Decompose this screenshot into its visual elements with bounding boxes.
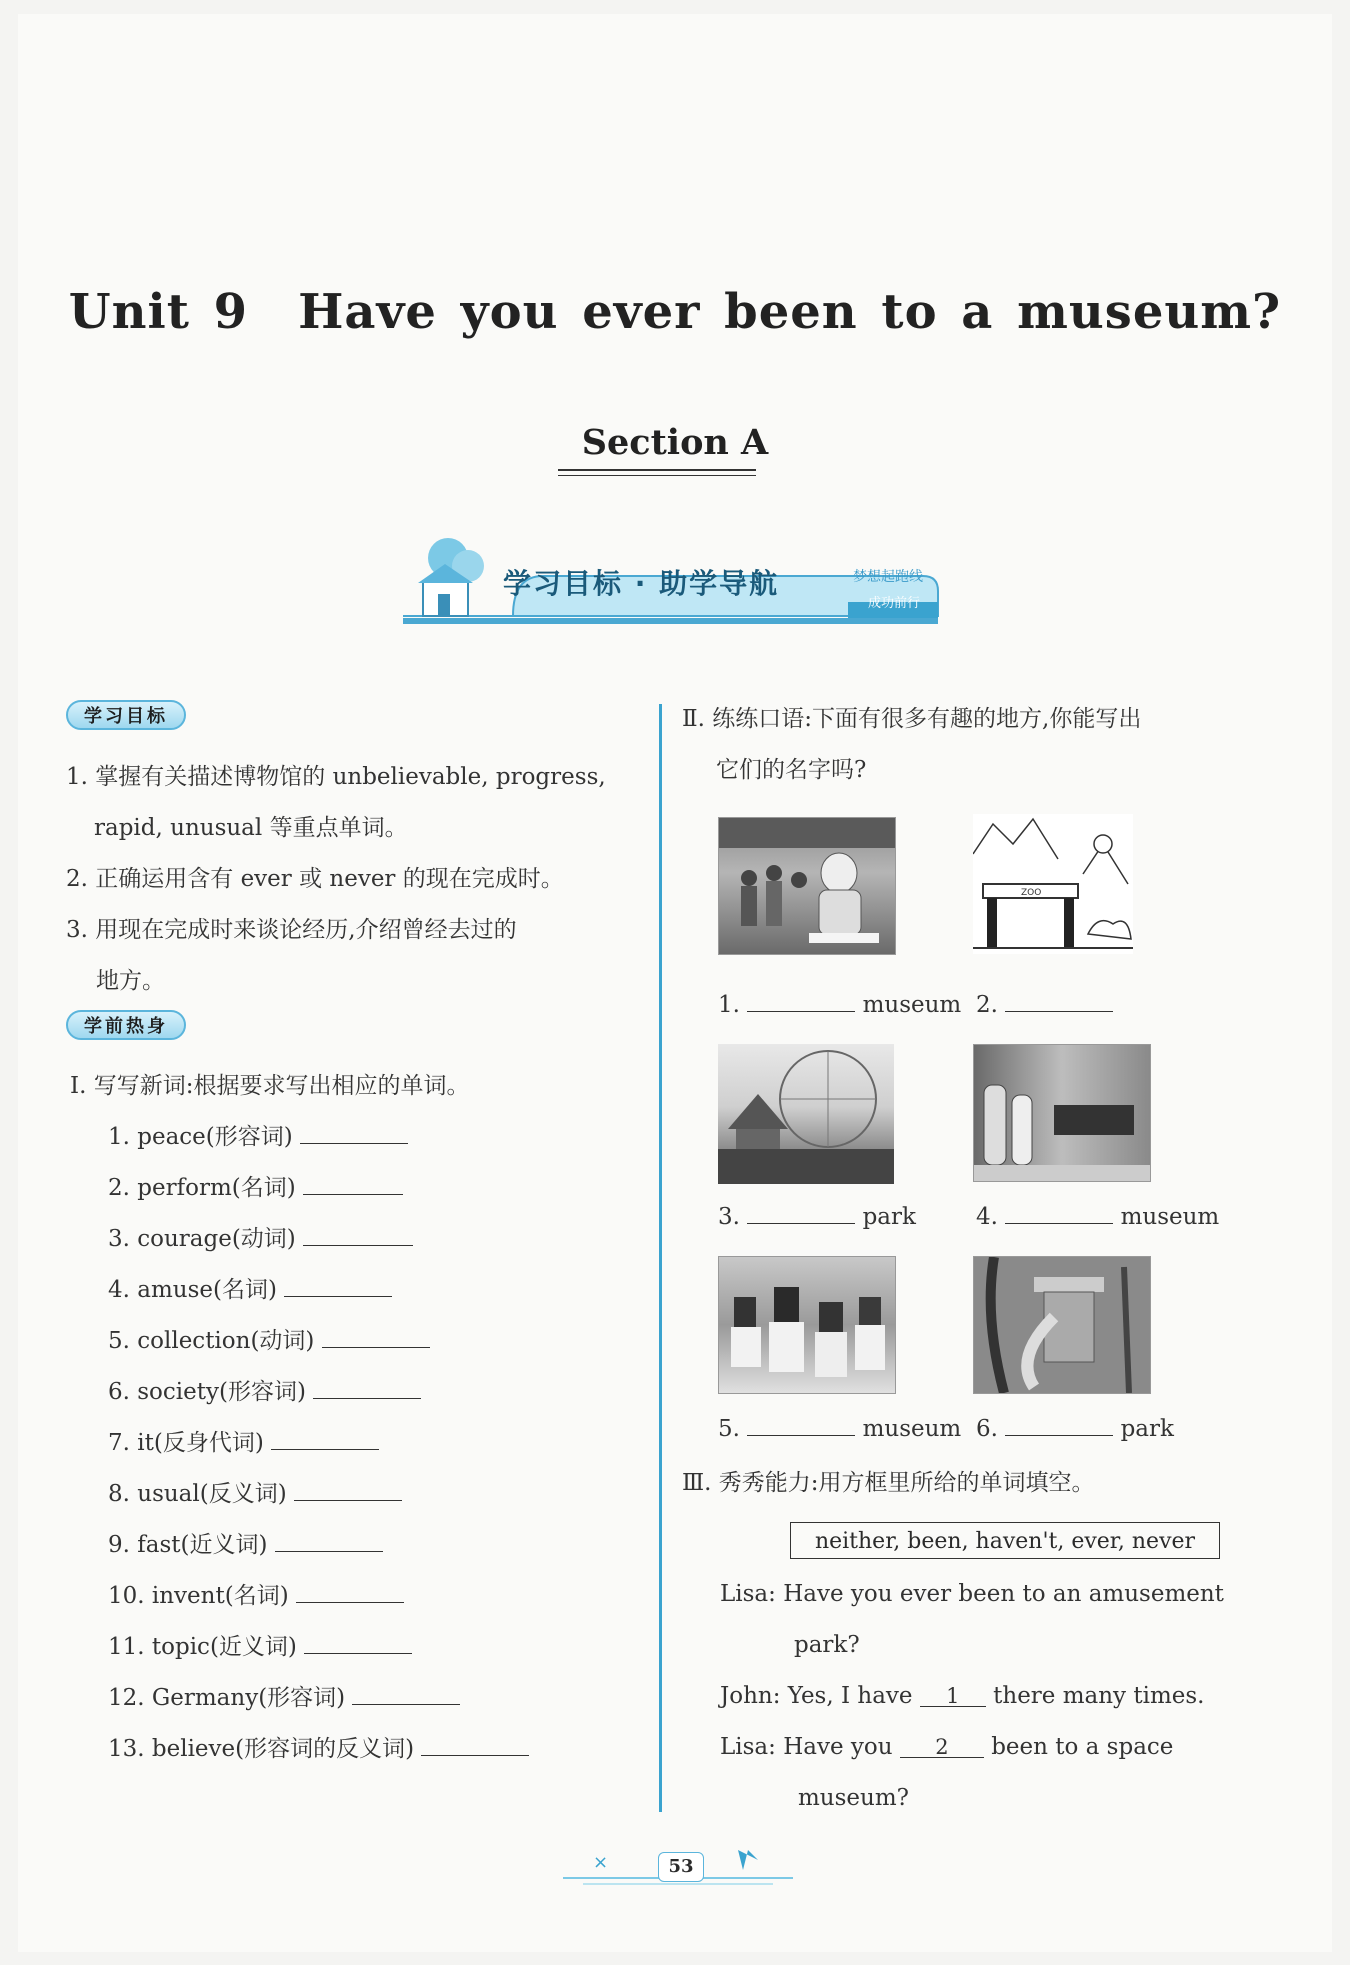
- answer-blank[interactable]: [313, 1376, 421, 1399]
- answer-blank[interactable]: [322, 1325, 430, 1348]
- answer-blank-1[interactable]: 1: [920, 1684, 986, 1707]
- answer-blank[interactable]: [300, 1121, 408, 1144]
- answer-blank[interactable]: [747, 1413, 855, 1436]
- section-underline: [558, 469, 756, 471]
- word-item: [108, 1679, 460, 1712]
- answer-blank[interactable]: [284, 1274, 392, 1297]
- word-prompt: 9. fast(近义词): [108, 1532, 268, 1558]
- zoo-cartoon: [973, 814, 1133, 954]
- answer-blank-2[interactable]: 2: [900, 1735, 984, 1758]
- history-museum-photo: [718, 1256, 896, 1394]
- exhibit-bottles: [974, 1045, 1150, 1181]
- astronaut-figure: [719, 818, 895, 954]
- word-item: [108, 1373, 421, 1406]
- page-number: 53: [658, 1852, 704, 1882]
- word-prompt: 13. believe(形容词的反义词): [108, 1736, 415, 1762]
- answer-blank[interactable]: [271, 1427, 379, 1450]
- goal-line: 3. 用现在完成时来谈论经历,介绍曾经去过的: [66, 917, 517, 943]
- word-item: [108, 1475, 402, 1508]
- svg-text:×: ×: [593, 1852, 609, 1873]
- answer-blank[interactable]: [1005, 1201, 1113, 1224]
- dialog-line-3-cont: museum?: [798, 1785, 909, 1811]
- answer-blank[interactable]: [352, 1682, 460, 1705]
- picture-label-3: 3. park: [718, 1201, 916, 1230]
- banner-title: 学习目标 · 助学导航: [503, 567, 780, 600]
- word-prompt: 2. perform(名词): [108, 1175, 296, 1201]
- word-item: [108, 1169, 403, 1202]
- answer-blank[interactable]: [303, 1223, 413, 1246]
- unit-question: Have you ever been to a museum?: [298, 284, 1282, 340]
- word-item: [108, 1730, 529, 1763]
- dialog-line-1: Lisa: Have you ever been to an amusement: [720, 1581, 1224, 1607]
- unit-number: Unit 9: [68, 284, 249, 340]
- picture-label-4: 4. museum: [976, 1201, 1219, 1230]
- word-item: [108, 1577, 404, 1610]
- banner-tag-dream: 梦想起跑线: [853, 569, 923, 585]
- amusement-park-photo: [718, 1044, 894, 1184]
- word-item: [108, 1118, 408, 1151]
- workbook-page: [18, 14, 1332, 1952]
- picture-label-2: 2.: [976, 989, 1113, 1018]
- picture-label-1: 1. museum: [718, 989, 961, 1018]
- part1-title: Ⅰ. 写写新词:根据要求写出相应的单词。: [70, 1073, 470, 1099]
- dialog-line-1-cont: park?: [794, 1632, 860, 1658]
- picture-label-5: 5. museum: [718, 1413, 961, 1442]
- playground-slide: [974, 1257, 1150, 1393]
- bronze-artifacts: [719, 1257, 895, 1393]
- ferris-wheel-scene: [718, 1044, 894, 1184]
- goal-line: 1. 掌握有关描述博物馆的 unbelievable, progress,: [66, 764, 606, 790]
- word-item: [108, 1271, 392, 1304]
- section-title: Section A: [581, 422, 769, 463]
- answer-blank[interactable]: [421, 1733, 529, 1756]
- word-item: [108, 1322, 430, 1355]
- space-museum-photo: [718, 817, 896, 955]
- goal-line: 地方。: [96, 968, 165, 994]
- water-park-photo: [973, 1256, 1151, 1394]
- banner-tag-success: 成功前行: [868, 596, 921, 611]
- part2-title-cont: 它们的名字吗?: [716, 757, 867, 783]
- zoo-gate-drawing: [973, 814, 1133, 954]
- goal-line: 2. 正确运用含有 ever 或 never 的现在完成时。: [66, 866, 564, 892]
- word-item: [108, 1424, 379, 1457]
- column-divider: [659, 704, 662, 1812]
- answer-blank[interactable]: [275, 1529, 383, 1552]
- word-prompt: 4. amuse(名词): [108, 1277, 277, 1303]
- word-prompt: 10. invent(名词): [108, 1583, 289, 1609]
- word-prompt: 1. peace(形容词): [108, 1124, 293, 1150]
- warmup-label-pill: 学前热身: [66, 1010, 186, 1040]
- answer-blank[interactable]: [747, 989, 855, 1012]
- unit-title: [18, 284, 1332, 340]
- answer-blank[interactable]: [747, 1201, 855, 1224]
- answer-blank[interactable]: [304, 1631, 412, 1654]
- answer-blank[interactable]: [303, 1172, 403, 1195]
- part2-title: Ⅱ. 练练口语:下面有很多有趣的地方,你能写出: [682, 706, 1142, 732]
- word-prompt: 5. collection(动词): [108, 1328, 315, 1354]
- museum-hall-photo: [973, 1044, 1151, 1182]
- word-prompt: 3. courage(动词): [108, 1226, 296, 1252]
- word-prompt: 6. society(形容词): [108, 1379, 306, 1405]
- dialog-line-2: John: Yes, I have 1 there many times.: [720, 1683, 1205, 1709]
- dialog-line-3: Lisa: Have you 2 been to a space: [720, 1734, 1174, 1760]
- picture-label-6: 6. park: [976, 1413, 1174, 1442]
- word-prompt: 11. topic(近义词): [108, 1634, 297, 1660]
- answer-blank[interactable]: [294, 1478, 402, 1501]
- word-prompt: 7. it(反身代词): [108, 1430, 264, 1456]
- word-item: [108, 1220, 413, 1253]
- word-prompt: 12. Germany(形容词): [108, 1685, 346, 1711]
- goals-label-pill: 学习目标: [66, 700, 186, 730]
- word-item: [108, 1628, 412, 1661]
- section-underline: [558, 475, 756, 476]
- word-item: [108, 1526, 383, 1559]
- goal-line: rapid, unusual 等重点单词。: [94, 815, 408, 841]
- learning-goals-banner: [393, 536, 943, 628]
- word-box: neither, been, haven't, ever, never: [790, 1522, 1220, 1559]
- answer-blank[interactable]: [1005, 989, 1113, 1012]
- answer-blank[interactable]: [296, 1580, 404, 1603]
- word-prompt: 8. usual(反义词): [108, 1481, 287, 1507]
- svg-text:ZOO: ZOO: [1021, 888, 1042, 898]
- part3-title: Ⅲ. 秀秀能力:用方框里所给的单词填空。: [682, 1470, 1095, 1496]
- answer-blank[interactable]: [1005, 1413, 1113, 1436]
